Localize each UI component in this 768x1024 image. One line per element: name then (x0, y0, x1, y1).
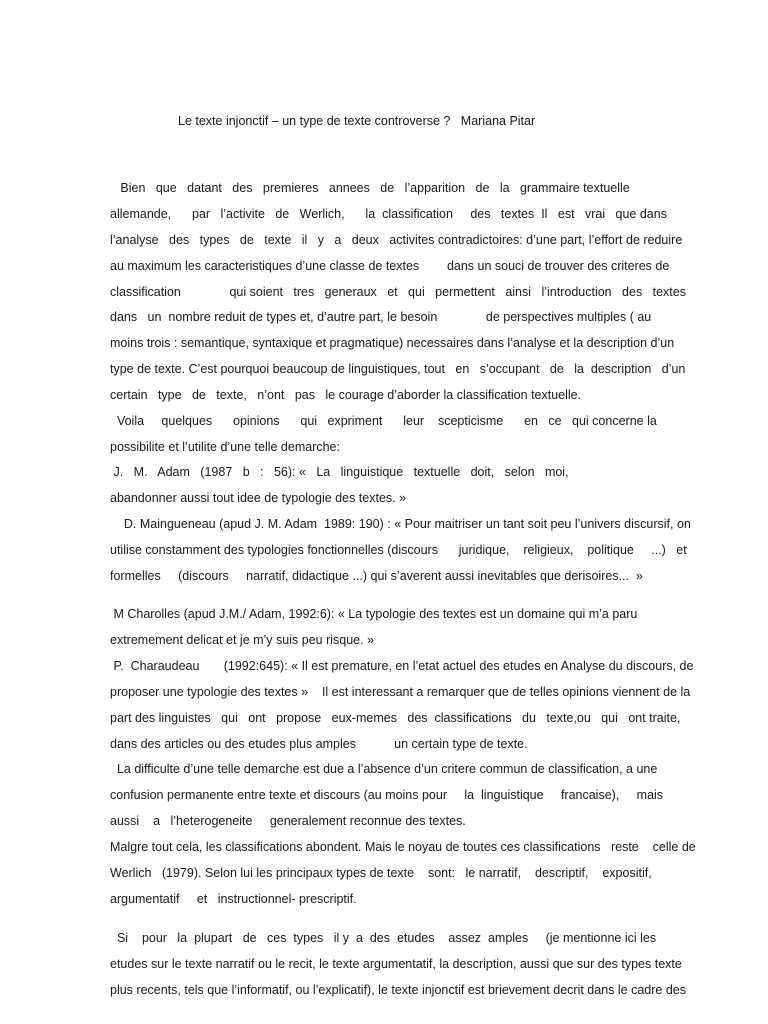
text-line: M Charolles (apud J.M./ Adam, 1992:6): « La typologie des textes est un domaine qui m’a paru (110, 607, 638, 621)
text-line: dans des articles ou des etudes plus amples un certain type de texte. (110, 737, 528, 751)
text-line: P. Charaudeau (1992:645): « Il est premature, en l’etat actuel des etudes en Analyse du discours, de (110, 659, 694, 673)
text-line: au maximum les caracteristiques d’une classe de textes dans un souci de trouver des criteres de (110, 259, 670, 273)
text-line: utilise constamment des typologies fonctionnelles (discours juridique, religieux, politique ...) et (110, 543, 687, 557)
text-line: allemande, par l’activite de Werlich, la classification des textes Il est vrai que dans (110, 207, 667, 221)
text-line: formelles (discours narratif, didactique ...) qui s’averent aussi inevitables que derisoires... » (110, 569, 643, 583)
text-line: moins trois : semantique, syntaxique et pragmatique) necessaires dans l’analyse et la description d’un (110, 336, 675, 350)
text-line: Bien que datant des premieres annees de l’apparition de la grammaire textuelle (110, 181, 630, 195)
text-line: dans un nombre reduit de types et, d’autre part, le besoin de perspectives multiples ( au (110, 310, 652, 324)
text-line: etudes sur le texte narratif ou le recit, le texte argumentatif, la description, aussi que sur des types texte (110, 957, 682, 971)
text-line: Voila quelques opinions qui expriment leur scepticisme en ce qui concerne la (110, 414, 657, 428)
text-line: argumentatif et instructionnel- prescriptif. (110, 892, 357, 906)
text-line: aussi a l’heterogeneite generalement reconnue des textes. (110, 814, 466, 828)
text-line: D. Maingueneau (apud J. M. Adam 1989: 190) : « Pour maitriser un tant soit peu l’univers discursif, on (110, 517, 691, 531)
text-line: proposer une typologie des textes » Il est interessant a remarquer que de telles opinions viennent de la (110, 685, 691, 699)
text-line: La difficulte d’une telle demarche est due a l’absence d’un critere commun de classification, a une (110, 762, 658, 776)
text-line: possibilite et l’utilite d’une telle demarche: (110, 440, 340, 454)
text-line: Werlich (1979). Selon lui les principaux types de texte sont: le narratif, descriptif, expositif, (110, 866, 652, 880)
text-line: Malgre tout cela, les classifications abondent. Mais le noyau de toutes ces classifications reste celle de (110, 840, 696, 854)
text-line: Si pour la plupart de ces types il y a des etudes assez amples (je mentionne ici les (110, 931, 657, 945)
text-line: plus recents, tels que l’informatif, ou l’explicatif), le texte injonctif est brievement decrit dans le cadre des (110, 983, 686, 997)
text-line: classification qui soient tres generaux et qui permettent ainsi l’introduction des textes (110, 285, 686, 299)
text-line: part des linguistes qui ont propose eux-memes des classifications du texte,ou qui ont traite, (110, 711, 681, 725)
text-line: type de texte. C’est pourquoi beaucoup de linguistiques, tout en s’occupant de la description d’un (110, 362, 686, 376)
text-line: l’analyse des types de texte il y a deux activites contradictoires: d’une part, l’effort de reduire (110, 233, 683, 247)
text-line: abandonner aussi tout idee de typologie des textes. » (110, 491, 407, 505)
document-title: Le texte injonctif – un type de texte controverse ? Mariana Pitar (178, 114, 536, 128)
text-line: confusion permanente entre texte et discours (au moins pour la linguistique francaise), mais (110, 788, 664, 802)
text-line: J. M. Adam (1987 b : 56): « La linguistique textuelle doit, selon moi, (110, 465, 569, 479)
text-line: certain type de texte, n’ont pas le courage d’aborder la classification textuelle. (110, 388, 582, 402)
text-line: extremement delicat et je m’y suis peu risque. » (110, 633, 375, 647)
